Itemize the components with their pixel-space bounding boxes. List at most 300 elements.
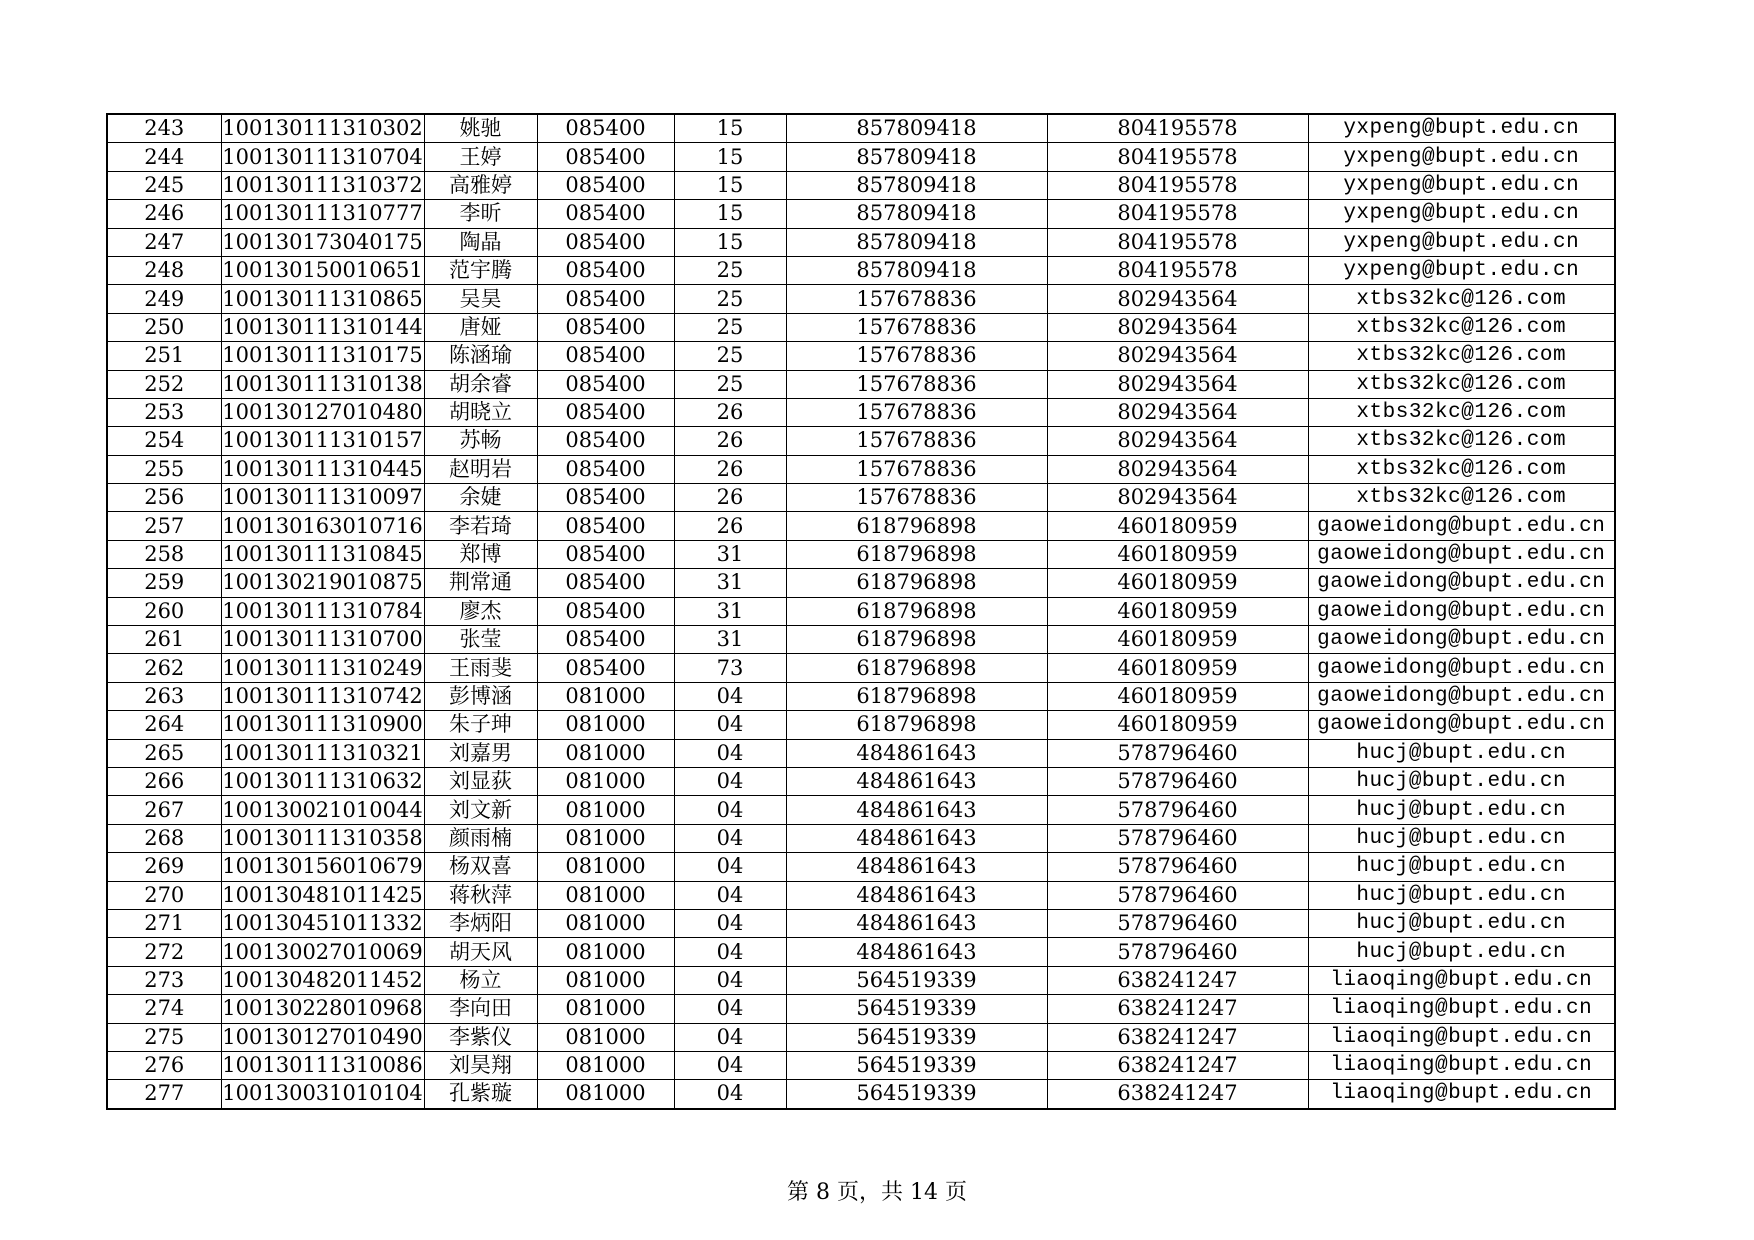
major-code-cell: 085400 (537, 285, 674, 313)
group-number-b-cell: 638241247 (1047, 1051, 1308, 1079)
row-number-cell: 273 (107, 966, 221, 994)
email-cell: hucj@bupt.edu.cn (1308, 938, 1615, 966)
name-cell: 李炳阳 (424, 909, 537, 937)
exam-id-cell: 100130027010069 (221, 938, 424, 966)
major-code-cell: 081000 (537, 711, 674, 739)
email-cell: liaoqing@bupt.edu.cn (1308, 966, 1615, 994)
email-cell: xtbs32kc@126.com (1308, 398, 1615, 426)
table-row (107, 626, 1615, 654)
group-number-a-cell: 157678836 (786, 342, 1047, 370)
table-row (107, 824, 1615, 852)
group-number-a-cell: 157678836 (786, 285, 1047, 313)
table-row (107, 398, 1615, 426)
group-number-a-cell: 157678836 (786, 455, 1047, 483)
table-row (107, 313, 1615, 341)
name-cell: 余婕 (424, 484, 537, 512)
row-number-cell: 267 (107, 796, 221, 824)
major-code-cell: 081000 (537, 1023, 674, 1051)
group-number-b-cell: 578796460 (1047, 853, 1308, 881)
direction-code-cell: 04 (674, 909, 786, 937)
row-number-cell: 264 (107, 711, 221, 739)
email-cell: liaoqing@bupt.edu.cn (1308, 1051, 1615, 1079)
email-cell: gaoweidong@bupt.edu.cn (1308, 540, 1615, 568)
name-cell: 胡余睿 (424, 370, 537, 398)
group-number-b-cell: 638241247 (1047, 966, 1308, 994)
exam-id-cell: 100130150010651 (221, 256, 424, 284)
email-cell: hucj@bupt.edu.cn (1308, 909, 1615, 937)
major-code-cell: 085400 (537, 484, 674, 512)
major-code-cell: 081000 (537, 881, 674, 909)
exam-id-cell: 100130111310086 (221, 1051, 424, 1079)
table-row (107, 739, 1615, 767)
group-number-a-cell: 157678836 (786, 313, 1047, 341)
table-row (107, 228, 1615, 256)
row-number-cell: 254 (107, 427, 221, 455)
name-cell: 王雨斐 (424, 654, 537, 682)
name-cell: 胡天风 (424, 938, 537, 966)
group-number-b-cell: 638241247 (1047, 1080, 1308, 1109)
group-number-b-cell: 802943564 (1047, 342, 1308, 370)
group-number-a-cell: 484861643 (786, 853, 1047, 881)
name-cell: 唐娅 (424, 313, 537, 341)
row-number-cell: 250 (107, 313, 221, 341)
major-code-cell: 081000 (537, 938, 674, 966)
table-row (107, 342, 1615, 370)
table-row (107, 909, 1615, 937)
table-row (107, 1080, 1615, 1109)
email-cell: liaoqing@bupt.edu.cn (1308, 1080, 1615, 1109)
table-row (107, 938, 1615, 966)
row-number-cell: 243 (107, 114, 221, 143)
direction-code-cell: 04 (674, 711, 786, 739)
table-row (107, 285, 1615, 313)
major-code-cell: 085400 (537, 143, 674, 171)
group-number-b-cell: 578796460 (1047, 938, 1308, 966)
email-cell: hucj@bupt.edu.cn (1308, 881, 1615, 909)
exam-id-cell: 100130482011452 (221, 966, 424, 994)
group-number-b-cell: 578796460 (1047, 796, 1308, 824)
row-number-cell: 251 (107, 342, 221, 370)
direction-code-cell: 73 (674, 654, 786, 682)
exam-id-cell: 100130111310777 (221, 200, 424, 228)
row-number-cell: 245 (107, 171, 221, 199)
group-number-b-cell: 460180959 (1047, 626, 1308, 654)
group-number-b-cell: 802943564 (1047, 455, 1308, 483)
row-number-cell: 271 (107, 909, 221, 937)
group-number-a-cell: 618796898 (786, 512, 1047, 540)
group-number-b-cell: 802943564 (1047, 398, 1308, 426)
email-cell: gaoweidong@bupt.edu.cn (1308, 626, 1615, 654)
exam-id-cell: 100130021010044 (221, 796, 424, 824)
row-number-cell: 257 (107, 512, 221, 540)
table-row (107, 569, 1615, 597)
major-code-cell: 085400 (537, 398, 674, 426)
group-number-b-cell: 802943564 (1047, 285, 1308, 313)
name-cell: 孔紫璇 (424, 1080, 537, 1109)
name-cell: 李紫仪 (424, 1023, 537, 1051)
exam-id-cell: 100130111310784 (221, 597, 424, 625)
name-cell: 李昕 (424, 200, 537, 228)
name-cell: 蒋秋萍 (424, 881, 537, 909)
major-code-cell: 085400 (537, 569, 674, 597)
table-row (107, 796, 1615, 824)
exam-id-cell: 100130219010875 (221, 569, 424, 597)
direction-code-cell: 26 (674, 484, 786, 512)
table-row (107, 853, 1615, 881)
group-number-b-cell: 578796460 (1047, 909, 1308, 937)
roster-table (106, 113, 1616, 1110)
row-number-cell: 269 (107, 853, 221, 881)
exam-id-cell: 100130111310700 (221, 626, 424, 654)
exam-id-cell: 100130111310144 (221, 313, 424, 341)
exam-id-cell: 100130111310175 (221, 342, 424, 370)
name-cell: 李若琦 (424, 512, 537, 540)
direction-code-cell: 26 (674, 427, 786, 455)
email-cell: xtbs32kc@126.com (1308, 342, 1615, 370)
name-cell: 苏畅 (424, 427, 537, 455)
group-number-a-cell: 857809418 (786, 171, 1047, 199)
row-number-cell: 259 (107, 569, 221, 597)
direction-code-cell: 25 (674, 342, 786, 370)
exam-id-cell: 100130481011425 (221, 881, 424, 909)
table-row (107, 881, 1615, 909)
name-cell: 赵明岩 (424, 455, 537, 483)
exam-id-cell: 100130111310372 (221, 171, 424, 199)
direction-code-cell: 04 (674, 1051, 786, 1079)
table-row (107, 711, 1615, 739)
group-number-a-cell: 484861643 (786, 881, 1047, 909)
direction-code-cell: 04 (674, 1023, 786, 1051)
direction-code-cell: 04 (674, 796, 786, 824)
name-cell: 刘嘉男 (424, 739, 537, 767)
direction-code-cell: 15 (674, 200, 786, 228)
direction-code-cell: 04 (674, 966, 786, 994)
group-number-b-cell: 804195578 (1047, 228, 1308, 256)
name-cell: 颜雨楠 (424, 824, 537, 852)
group-number-a-cell: 564519339 (786, 1080, 1047, 1109)
major-code-cell: 085400 (537, 597, 674, 625)
group-number-a-cell: 618796898 (786, 654, 1047, 682)
direction-code-cell: 25 (674, 256, 786, 284)
row-number-cell: 262 (107, 654, 221, 682)
exam-id-cell: 100130127010480 (221, 398, 424, 426)
name-cell: 郑博 (424, 540, 537, 568)
exam-id-cell: 100130111310302 (221, 114, 424, 143)
group-number-a-cell: 564519339 (786, 966, 1047, 994)
exam-id-cell: 100130111310097 (221, 484, 424, 512)
group-number-a-cell: 157678836 (786, 370, 1047, 398)
major-code-cell: 085400 (537, 455, 674, 483)
direction-code-cell: 31 (674, 597, 786, 625)
exam-id-cell: 100130228010968 (221, 995, 424, 1023)
email-cell: gaoweidong@bupt.edu.cn (1308, 512, 1615, 540)
row-number-cell: 252 (107, 370, 221, 398)
group-number-a-cell: 484861643 (786, 796, 1047, 824)
major-code-cell: 081000 (537, 767, 674, 795)
row-number-cell: 263 (107, 682, 221, 710)
major-code-cell: 081000 (537, 909, 674, 937)
group-number-a-cell: 484861643 (786, 739, 1047, 767)
email-cell: hucj@bupt.edu.cn (1308, 853, 1615, 881)
group-number-a-cell: 618796898 (786, 540, 1047, 568)
name-cell: 胡晓立 (424, 398, 537, 426)
table-row (107, 455, 1615, 483)
major-code-cell: 081000 (537, 853, 674, 881)
group-number-b-cell: 802943564 (1047, 313, 1308, 341)
direction-code-cell: 15 (674, 171, 786, 199)
group-number-a-cell: 564519339 (786, 1023, 1047, 1051)
email-cell: yxpeng@bupt.edu.cn (1308, 171, 1615, 199)
email-cell: hucj@bupt.edu.cn (1308, 739, 1615, 767)
group-number-a-cell: 157678836 (786, 427, 1047, 455)
group-number-a-cell: 484861643 (786, 767, 1047, 795)
name-cell: 陈涵瑜 (424, 342, 537, 370)
email-cell: gaoweidong@bupt.edu.cn (1308, 682, 1615, 710)
group-number-b-cell: 578796460 (1047, 739, 1308, 767)
row-number-cell: 244 (107, 143, 221, 171)
row-number-cell: 270 (107, 881, 221, 909)
group-number-a-cell: 618796898 (786, 569, 1047, 597)
row-number-cell: 246 (107, 200, 221, 228)
direction-code-cell: 15 (674, 114, 786, 143)
table-row (107, 427, 1615, 455)
exam-id-cell: 100130173040175 (221, 228, 424, 256)
group-number-a-cell: 618796898 (786, 626, 1047, 654)
table-row (107, 200, 1615, 228)
table-row (107, 995, 1615, 1023)
name-cell: 刘昊翔 (424, 1051, 537, 1079)
major-code-cell: 085400 (537, 540, 674, 568)
exam-id-cell: 100130111310249 (221, 654, 424, 682)
row-number-cell: 247 (107, 228, 221, 256)
group-number-a-cell: 857809418 (786, 256, 1047, 284)
major-code-cell: 081000 (537, 1051, 674, 1079)
direction-code-cell: 25 (674, 313, 786, 341)
row-number-cell: 249 (107, 285, 221, 313)
email-cell: xtbs32kc@126.com (1308, 455, 1615, 483)
major-code-cell: 081000 (537, 824, 674, 852)
name-cell: 陶晶 (424, 228, 537, 256)
table-row (107, 256, 1615, 284)
group-number-a-cell: 857809418 (786, 143, 1047, 171)
name-cell: 廖杰 (424, 597, 537, 625)
group-number-b-cell: 804195578 (1047, 200, 1308, 228)
major-code-cell: 085400 (537, 342, 674, 370)
direction-code-cell: 04 (674, 767, 786, 795)
table-row (107, 597, 1615, 625)
group-number-a-cell: 857809418 (786, 114, 1047, 143)
table-row (107, 484, 1615, 512)
direction-code-cell: 04 (674, 881, 786, 909)
group-number-b-cell: 804195578 (1047, 143, 1308, 171)
group-number-b-cell: 638241247 (1047, 1023, 1308, 1051)
row-number-cell: 255 (107, 455, 221, 483)
name-cell: 吴昊 (424, 285, 537, 313)
group-number-a-cell: 618796898 (786, 711, 1047, 739)
direction-code-cell: 04 (674, 938, 786, 966)
name-cell: 王婷 (424, 143, 537, 171)
row-number-cell: 277 (107, 1080, 221, 1109)
direction-code-cell: 04 (674, 682, 786, 710)
table-row (107, 1051, 1615, 1079)
table-row (107, 114, 1615, 143)
email-cell: liaoqing@bupt.edu.cn (1308, 995, 1615, 1023)
exam-id-cell: 100130111310742 (221, 682, 424, 710)
email-cell: gaoweidong@bupt.edu.cn (1308, 569, 1615, 597)
group-number-b-cell: 802943564 (1047, 484, 1308, 512)
group-number-a-cell: 564519339 (786, 1051, 1047, 1079)
direction-code-cell: 26 (674, 512, 786, 540)
major-code-cell: 081000 (537, 1080, 674, 1109)
direction-code-cell: 04 (674, 739, 786, 767)
direction-code-cell: 26 (674, 398, 786, 426)
row-number-cell: 274 (107, 995, 221, 1023)
row-number-cell: 258 (107, 540, 221, 568)
name-cell: 刘显荻 (424, 767, 537, 795)
name-cell: 杨立 (424, 966, 537, 994)
name-cell: 荆常通 (424, 569, 537, 597)
row-number-cell: 261 (107, 626, 221, 654)
email-cell: hucj@bupt.edu.cn (1308, 767, 1615, 795)
email-cell: yxpeng@bupt.edu.cn (1308, 114, 1615, 143)
row-number-cell: 272 (107, 938, 221, 966)
email-cell: gaoweidong@bupt.edu.cn (1308, 597, 1615, 625)
major-code-cell: 081000 (537, 682, 674, 710)
major-code-cell: 081000 (537, 796, 674, 824)
group-number-a-cell: 484861643 (786, 824, 1047, 852)
email-cell: yxpeng@bupt.edu.cn (1308, 256, 1615, 284)
email-cell: liaoqing@bupt.edu.cn (1308, 1023, 1615, 1051)
row-number-cell: 253 (107, 398, 221, 426)
table-row (107, 654, 1615, 682)
email-cell: yxpeng@bupt.edu.cn (1308, 200, 1615, 228)
email-cell: hucj@bupt.edu.cn (1308, 824, 1615, 852)
row-number-cell: 275 (107, 1023, 221, 1051)
group-number-b-cell: 460180959 (1047, 540, 1308, 568)
name-cell: 张莹 (424, 626, 537, 654)
group-number-b-cell: 578796460 (1047, 767, 1308, 795)
direction-code-cell: 31 (674, 626, 786, 654)
email-cell: gaoweidong@bupt.edu.cn (1308, 654, 1615, 682)
name-cell: 刘文新 (424, 796, 537, 824)
major-code-cell: 085400 (537, 654, 674, 682)
major-code-cell: 081000 (537, 739, 674, 767)
exam-id-cell: 100130111310704 (221, 143, 424, 171)
major-code-cell: 085400 (537, 512, 674, 540)
group-number-a-cell: 157678836 (786, 398, 1047, 426)
email-cell: xtbs32kc@126.com (1308, 370, 1615, 398)
email-cell: yxpeng@bupt.edu.cn (1308, 228, 1615, 256)
table-row (107, 512, 1615, 540)
major-code-cell: 085400 (537, 228, 674, 256)
table-row (107, 767, 1615, 795)
group-number-b-cell: 804195578 (1047, 171, 1308, 199)
exam-id-cell: 100130163010716 (221, 512, 424, 540)
direction-code-cell: 04 (674, 1080, 786, 1109)
group-number-b-cell: 804195578 (1047, 114, 1308, 143)
exam-id-cell: 100130111310865 (221, 285, 424, 313)
exam-id-cell: 100130156010679 (221, 853, 424, 881)
name-cell: 范宇腾 (424, 256, 537, 284)
direction-code-cell: 15 (674, 228, 786, 256)
direction-code-cell: 31 (674, 569, 786, 597)
name-cell: 杨双喜 (424, 853, 537, 881)
major-code-cell: 081000 (537, 966, 674, 994)
exam-id-cell: 100130111310845 (221, 540, 424, 568)
group-number-a-cell: 857809418 (786, 200, 1047, 228)
exam-id-cell: 100130127010490 (221, 1023, 424, 1051)
exam-id-cell: 100130111310321 (221, 739, 424, 767)
exam-id-cell: 100130111310138 (221, 370, 424, 398)
email-cell: xtbs32kc@126.com (1308, 484, 1615, 512)
page-number-footer: 第 8 页，共 14 页 (787, 1180, 967, 1205)
major-code-cell: 085400 (537, 370, 674, 398)
email-cell: xtbs32kc@126.com (1308, 427, 1615, 455)
group-number-b-cell: 802943564 (1047, 370, 1308, 398)
group-number-b-cell: 460180959 (1047, 512, 1308, 540)
email-cell: xtbs32kc@126.com (1308, 313, 1615, 341)
direction-code-cell: 04 (674, 824, 786, 852)
table-row (107, 966, 1615, 994)
table-row (107, 143, 1615, 171)
direction-code-cell: 25 (674, 285, 786, 313)
group-number-a-cell: 484861643 (786, 909, 1047, 937)
exam-id-cell: 100130451011332 (221, 909, 424, 937)
name-cell: 李向田 (424, 995, 537, 1023)
direction-code-cell: 31 (674, 540, 786, 568)
row-number-cell: 276 (107, 1051, 221, 1079)
group-number-a-cell: 484861643 (786, 938, 1047, 966)
table-row (107, 540, 1615, 568)
name-cell: 高雅婷 (424, 171, 537, 199)
direction-code-cell: 26 (674, 455, 786, 483)
group-number-b-cell: 638241247 (1047, 995, 1308, 1023)
group-number-b-cell: 460180959 (1047, 711, 1308, 739)
email-cell: yxpeng@bupt.edu.cn (1308, 143, 1615, 171)
group-number-b-cell: 578796460 (1047, 824, 1308, 852)
major-code-cell: 085400 (537, 171, 674, 199)
major-code-cell: 085400 (537, 256, 674, 284)
major-code-cell: 085400 (537, 114, 674, 143)
email-cell: xtbs32kc@126.com (1308, 285, 1615, 313)
table-row (107, 370, 1615, 398)
group-number-b-cell: 460180959 (1047, 654, 1308, 682)
email-cell: gaoweidong@bupt.edu.cn (1308, 711, 1615, 739)
direction-code-cell: 04 (674, 995, 786, 1023)
major-code-cell: 085400 (537, 200, 674, 228)
direction-code-cell: 15 (674, 143, 786, 171)
row-number-cell: 265 (107, 739, 221, 767)
group-number-b-cell: 460180959 (1047, 597, 1308, 625)
direction-code-cell: 04 (674, 853, 786, 881)
group-number-b-cell: 460180959 (1047, 569, 1308, 597)
row-number-cell: 260 (107, 597, 221, 625)
table-row (107, 1023, 1615, 1051)
group-number-a-cell: 564519339 (786, 995, 1047, 1023)
group-number-b-cell: 460180959 (1047, 682, 1308, 710)
row-number-cell: 268 (107, 824, 221, 852)
name-cell: 朱子珅 (424, 711, 537, 739)
group-number-a-cell: 157678836 (786, 484, 1047, 512)
exam-id-cell: 100130111310358 (221, 824, 424, 852)
name-cell: 彭博涵 (424, 682, 537, 710)
major-code-cell: 085400 (537, 313, 674, 341)
row-number-cell: 266 (107, 767, 221, 795)
exam-id-cell: 100130111310632 (221, 767, 424, 795)
direction-code-cell: 25 (674, 370, 786, 398)
group-number-b-cell: 802943564 (1047, 427, 1308, 455)
email-cell: hucj@bupt.edu.cn (1308, 796, 1615, 824)
